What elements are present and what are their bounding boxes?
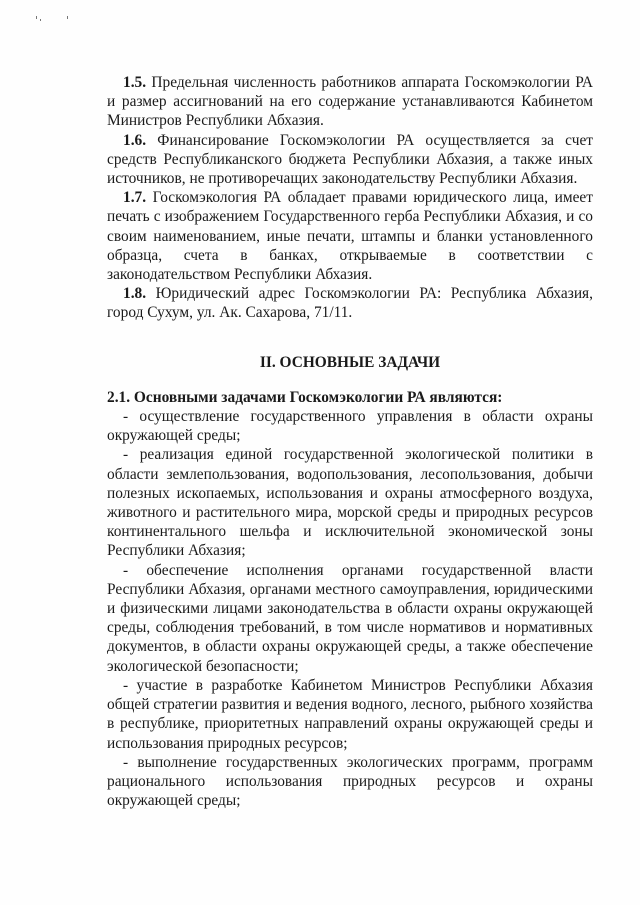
scan-mark: [67, 16, 68, 19]
paragraph-text: Госкомэкология РА обладает правами юридического лица, имеет печать с изображением Государственного герба Республики Абхазия, и со своим наименованием, иные печати, штампы и бланки установленного образца, счета в банках, открываемые в соответствии с законодательством Республики Абхазия.: [107, 189, 593, 284]
sub-heading-2-1: 2.1. Основными задачами Госкомэкологии РА являются:: [107, 388, 503, 406]
section-heading: II. ОСНОВНЫЕ ЗАДАЧИ: [259, 353, 441, 371]
paragraph-number: 1.8.: [123, 285, 147, 303]
paragraph-text: Финансирование Госкомэкологии РА осуществляется за счет средств Республиканского бюджета Республики Абхазия, а также иных источников, не противоречащих законодательству Республики Абхазия.: [107, 131, 593, 188]
scan-mark: [40, 19, 41, 21]
paragraph-1-6: [107, 131, 593, 189]
scan-artifact-marks: [36, 16, 76, 24]
paragraph-text: Предельная численность работников аппарата Госкомэкологии РА и размер ассигнований на его содержание устанавливаются Кабинетом Министров Республики Абхазия.: [107, 74, 593, 130]
document-page: [107, 73, 593, 810]
paragraph-1-8: [107, 284, 593, 322]
task-item: - обеспечение исполнения органами государственной власти Республики Абхазия, органами местного самоуправления, юридическими и физическими лицами законодательства в области охраны окружающей среды, соблюдения требований, в том числе нормативов и нормативных документов, в области охраны окружающей среды, а также обеспечение экологической безопасности;: [107, 561, 593, 675]
paragraph-number: 1.5.: [123, 74, 147, 91]
paragraph-1-5: [107, 73, 593, 131]
scan-mark: [36, 16, 37, 19]
paragraph-number: 1.6.: [123, 131, 147, 149]
paragraph-1-7: [107, 188, 593, 284]
task-item: - участие в разработке Кабинетом Министров Республики Абхазия общей стратегии развития и ведения водного, лесного, рыбного хозяйства в республике, приоритетных направлений охраны окружающей среды и использования природных ресурсов;: [107, 676, 593, 752]
task-item: - осуществление государственного управления в области охраны окружающей среды;: [107, 408, 593, 445]
paragraph-number: 1.7.: [123, 189, 147, 207]
paragraph-text: Юридический адрес Госкомэкологии РА: Республика Абхазия, город Сухум, ул. Ак. Сахарова, 71/11.: [107, 285, 593, 322]
task-item: - реализация единой государственной экологической политики в области землепользования, водопользования, лесопользования, добычи полезных ископаемых, использования и охраны атмосферного воздуха, животного и растительного мира, морской среды и природных ресурсов континентального шельфа и исключительной экономической зоны Республики Абхазия;: [107, 446, 593, 560]
task-item: - выполнение государственных экологических программ, программ рационального использования природных ресурсов и охраны окружающей среды;: [107, 753, 593, 810]
